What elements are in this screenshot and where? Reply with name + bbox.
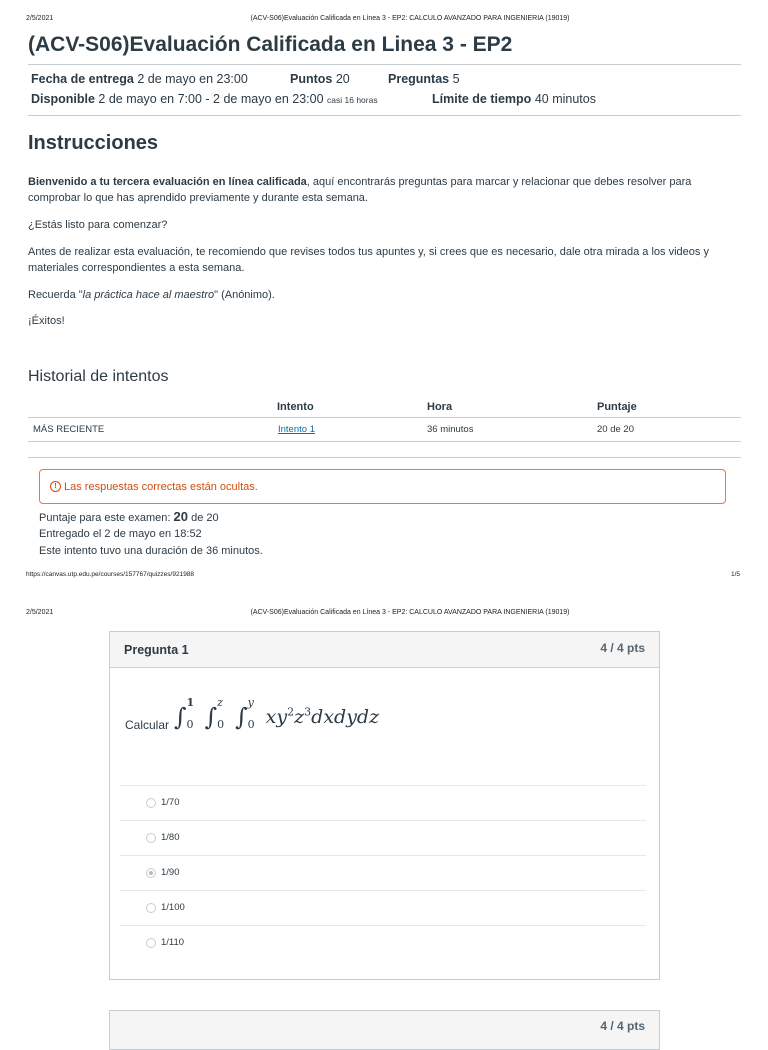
answer-label: 1/100	[161, 902, 185, 913]
instructions-paragraph: Bienvenido a tu tercera evaluación en línea calificada, aquí encontrarás preguntas para marcar y relacionar que debes resolver para comprobar lo que has aprendido previamente y durante esta semana.	[28, 176, 692, 204]
question-points: 4 / 4 pts	[600, 1019, 645, 1033]
due-date: Fecha de entrega 2 de mayo en 23:00	[31, 72, 248, 86]
instructions-paragraph: ¿Estás listo para comenzar?	[28, 219, 168, 231]
question-card	[109, 1010, 660, 1050]
answer-option[interactable]	[120, 890, 646, 926]
history-col-score: Puntaje	[597, 401, 637, 413]
submitted-at: Entregado el 2 de mayo en 18:52	[39, 528, 202, 540]
radio-button-selected[interactable]	[146, 868, 156, 878]
print-header-date: 2/5/2021	[26, 15, 54, 22]
divider	[28, 64, 741, 65]
radio-button[interactable]	[146, 938, 156, 948]
print-header-date: 2/5/2021	[26, 609, 54, 616]
quiz-title: (ACV-S06)Evaluación Calificada en Linea 3 - EP2	[28, 33, 513, 56]
history-row-time: 36 minutos	[427, 424, 474, 435]
history-row-score: 20 de 20	[597, 424, 634, 435]
question-title: Pregunta 1	[124, 643, 189, 657]
time-limit: Límite de tiempo 40 minutos	[432, 92, 596, 106]
instructions-paragraph: Recuerda "la práctica hace al maestro" (Anónimo).	[28, 289, 275, 301]
answer-option[interactable]	[120, 855, 646, 891]
question-points: 4 / 4 pts	[600, 641, 645, 655]
table-divider	[28, 441, 741, 442]
answer-label: 1/90	[161, 867, 180, 878]
print-footer-url: https://canvas.utp.edu.pe/courses/157767/quizzes/921988	[26, 571, 195, 578]
question-formula: ∫ 1 0 ∫ z 0 ∫ y 0 $xy^2z^3dxdydz$	[174, 696, 380, 731]
history-heading: Historial de intentos	[28, 368, 169, 385]
instructions-paragraph: ¡Éxitos!	[28, 315, 65, 327]
attempt-link[interactable]: Intento 1	[278, 424, 315, 435]
divider	[28, 457, 741, 458]
hidden-answers-alert: ! Las respuestas correctas están ocultas.	[39, 469, 726, 504]
warning-icon: !	[50, 481, 61, 492]
print-footer-page: 1/5	[731, 571, 741, 578]
question-prompt: Calcular	[125, 718, 170, 732]
print-header-title: (ACV-S06)Evaluación Calificada en Línea 3 - EP2: CALCULO AVANZADO PARA INGENIERIA (19019)	[250, 15, 570, 22]
radio-button[interactable]	[146, 833, 156, 843]
radio-button[interactable]	[146, 903, 156, 913]
question-card	[109, 631, 660, 980]
history-col-attempt: Intento	[277, 401, 314, 413]
answer-option[interactable]	[120, 785, 646, 821]
answer-option[interactable]	[120, 820, 646, 856]
divider	[28, 115, 741, 116]
attempt-duration: Este intento tuvo una duración de 36 minutos.	[39, 545, 263, 557]
exam-score: Puntaje para este examen: 20 de 20	[39, 509, 219, 524]
answer-option[interactable]	[120, 925, 646, 961]
history-col-time: Hora	[427, 401, 453, 413]
answer-label: 1/70	[161, 797, 180, 808]
instructions-paragraph: Antes de realizar esta evaluación, te recomiendo que revises todos tus apuntes y, si crees que es necesario, dale otra mirada a los videos y materiales correspondientes a esta semana.	[28, 246, 709, 274]
answer-label: 1/110	[161, 937, 185, 948]
question-count: Preguntas 5	[388, 72, 460, 86]
instructions-heading: Instrucciones	[28, 132, 159, 154]
availability: Disponible 2 de mayo en 7:00 - 2 de mayo en 23:00 casi 16 horas	[31, 92, 378, 106]
question-header	[110, 632, 659, 668]
table-divider	[28, 417, 741, 418]
history-row-label: MÁS RECIENTE	[33, 424, 105, 435]
points: Puntos 20	[290, 72, 350, 86]
radio-button[interactable]	[146, 798, 156, 808]
print-header-title: (ACV-S06)Evaluación Calificada en Línea 3 - EP2: CALCULO AVANZADO PARA INGENIERIA (19019)	[250, 609, 570, 616]
answer-label: 1/80	[161, 832, 180, 843]
